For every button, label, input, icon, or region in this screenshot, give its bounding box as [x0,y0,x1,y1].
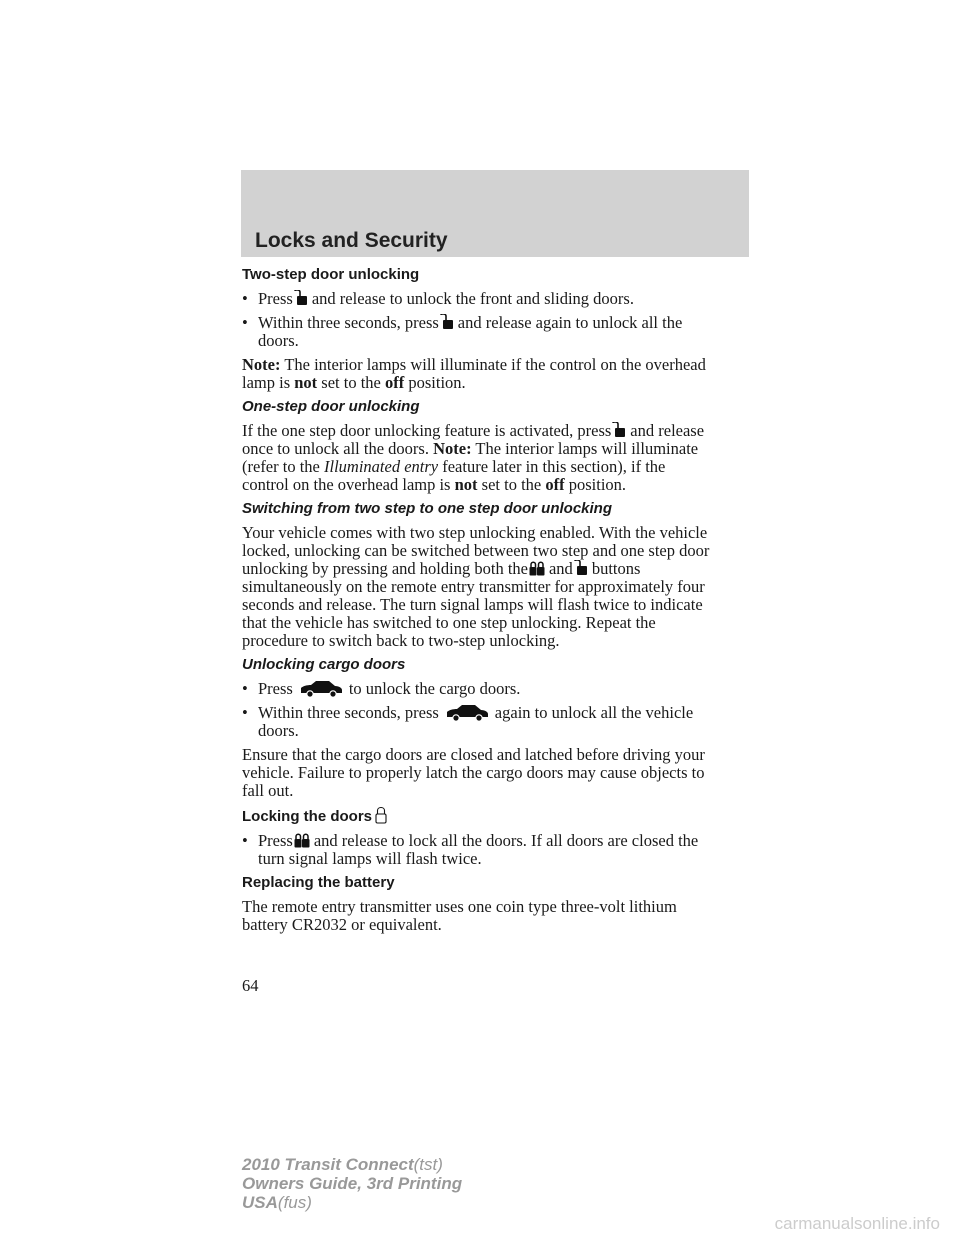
bullet-two-step-1: • Press and release to unlock the front and sliding doors. [242,289,634,308]
bullet-dot: • [242,289,248,308]
heading-cargo: Unlocking cargo doors [242,656,406,673]
page-number: 64 [242,976,259,995]
cargo-van-icon [299,680,343,698]
heading-one-step: One-step door unlocking [242,398,420,415]
padlock-icon [375,806,387,824]
page-content [242,266,752,940]
heading-switching: Switching from two step to one step door unlocking [242,500,612,517]
unlock-icon [612,422,626,438]
bullet-locking-1: • Press and release to lock all the doors. If all doors are closed the turn signal lamps will flash twice. [242,831,699,868]
unlock-icon [574,560,588,576]
bullet-two-step-2: • Within three seconds, press and release again to unlock all the doors. [242,313,683,350]
lock-icon [529,561,545,576]
bullet-cargo-1: • Press to unlock the cargo doors. [242,679,521,698]
unlock-icon [294,290,308,306]
bullet-dot: • [242,831,248,850]
paragraph-battery: The remote entry transmitter uses one coin type three-volt lithium battery CR2032 or equivalent. [242,897,677,934]
cargo-van-icon [445,704,489,722]
heading-two-step: Two-step door unlocking [242,266,420,283]
bullet-dot: • [242,679,248,698]
bullet-dot: • [242,313,248,332]
paragraph-switching: Your vehicle comes with two step unlocking enabled. With the vehicle locked, unlocking can be switched between two step and one step door unlocking by pressing and holding both the and buttons simultaneously on the remote entry transmitter for approximately four seconds and release. The turn signal lamps will flash twice to indicate that the vehicle has switched to one step unlocking. Repeat the procedure to switch back to two-step unlocking. [242,523,710,650]
footer-edition-info: 2010 Transit Connect(tst) Owners Guide, 3rd Printing USA(fus) [242,1155,463,1212]
heading-locking: Locking the doors [242,806,752,826]
bullet-dot: • [242,703,248,722]
lock-icon [294,833,310,848]
watermark: carmanualsonline.info [774,1214,940,1233]
section-title: Locks and Security [255,229,448,252]
paragraph-cargo: Ensure that the cargo doors are closed and latched before driving your vehicle. Failure to properly latch the cargo doors may cause objects to fall out. [242,745,705,800]
heading-battery: Replacing the battery [242,874,395,891]
unlock-icon [440,314,454,330]
paragraph-one-step: If the one step door unlocking feature is activated, press and release once to unlock all the doors. Note: The interior lamps will illuminate (refer to the Illuminated entry feature later in this section), if the control on the overhead lamp is not set to the off position. [242,421,705,494]
section-header-band [241,170,749,257]
bullet-cargo-2: • Within three seconds, press again to unlock all the vehicle doors. [242,703,694,740]
note-two-step: Note: The interior lamps will illuminate if the control on the overhead lamp is not set to the off position. [242,355,706,392]
